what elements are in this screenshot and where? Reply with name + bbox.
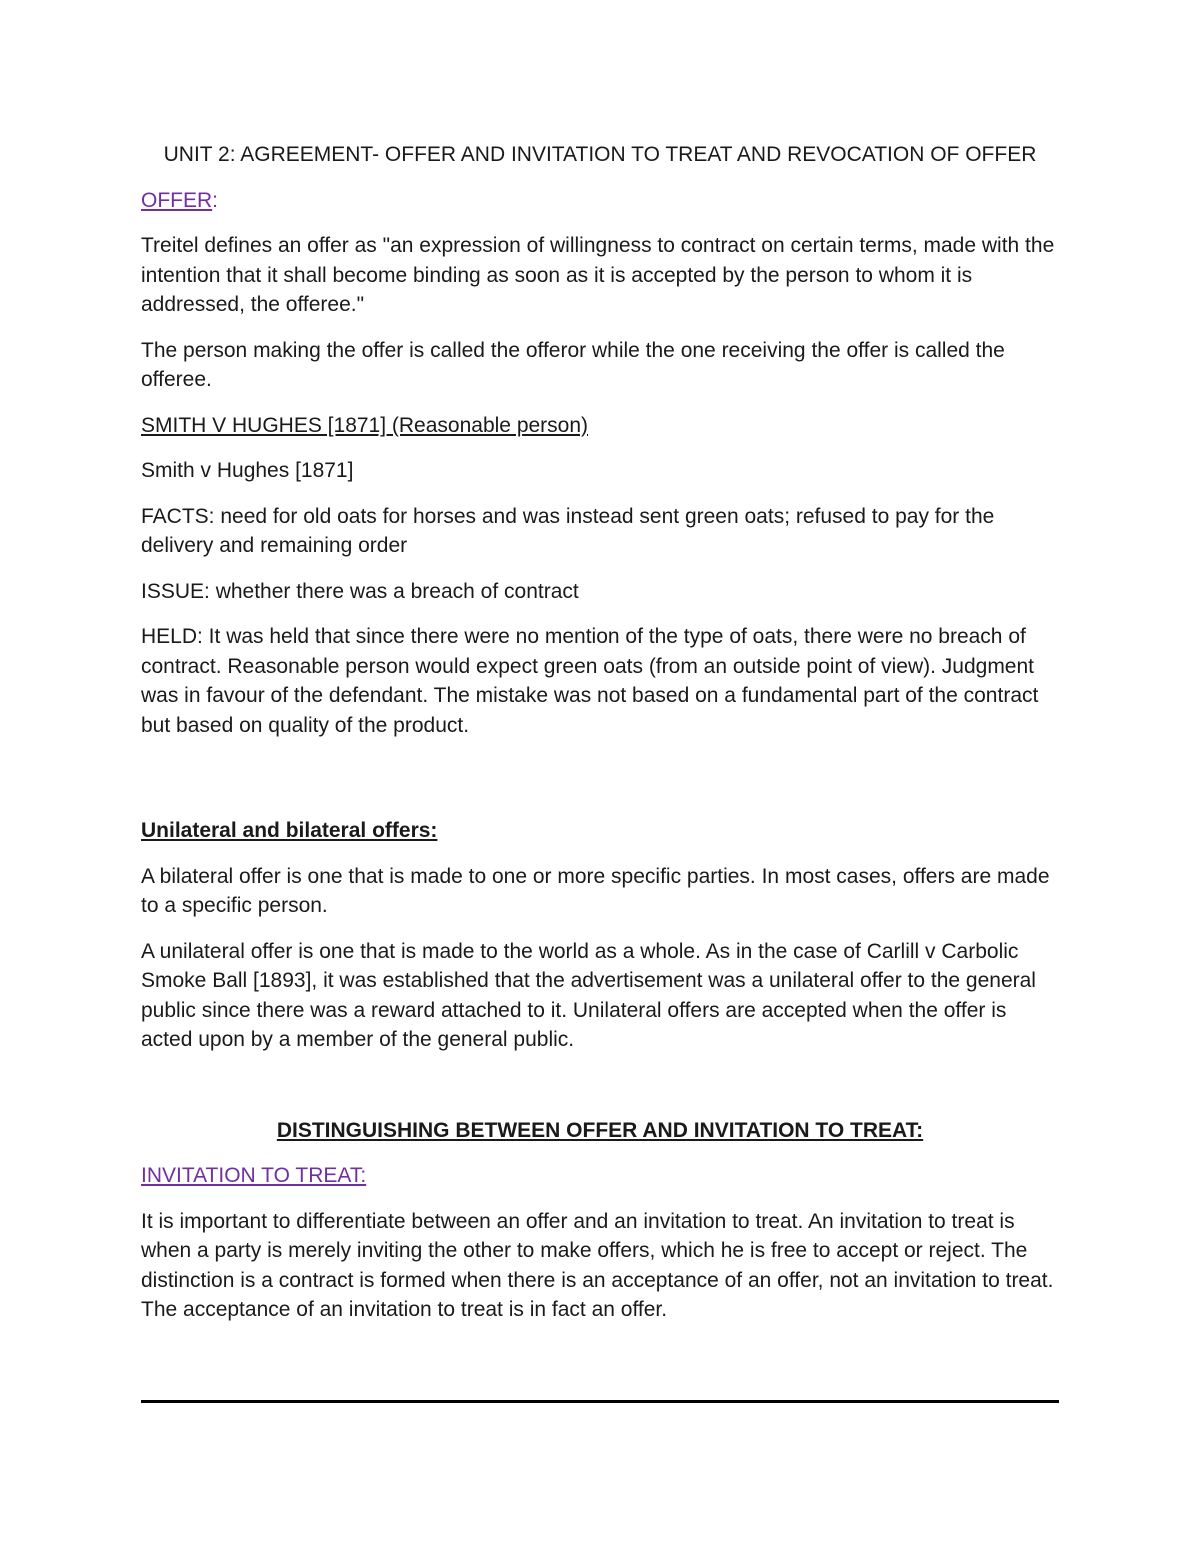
document-title: UNIT 2: AGREEMENT- OFFER AND INVITATION TO TREAT AND REVOCATION OF OFFER <box>163 143 1037 166</box>
case-held: HELD: It was held that since there were no mention of the type of oats, there were no breach of contract. Reasonable person would expect green oats (from an outside point of view). Judgment was in favour of the defendant. The mistake was not based on a fundamental part of the contract but based on quality of the product. <box>141 625 1039 737</box>
distinguishing-heading: DISTINGUISHING BETWEEN OFFER AND INVITATION TO TREAT: <box>276 1118 924 1142</box>
invitation-to-treat-heading <box>141 1161 1059 1191</box>
spacer <box>141 756 1059 816</box>
case-issue: ISSUE: whether there was a breach of contract <box>141 579 579 603</box>
horizontal-rule <box>141 1400 1059 1403</box>
spacer <box>141 1071 1059 1116</box>
offer-heading-colon: : <box>212 188 219 212</box>
offer-heading-text: OFFER <box>141 188 213 212</box>
unilateral-bilateral-heading: Unilateral and bilateral offers: <box>141 819 438 842</box>
offeror-offeree-paragraph: The person making the offer is called the offeror while the one receiving the offer is called the offeree. <box>141 338 1005 391</box>
document-body <box>141 140 1059 1341</box>
unilateral-offer-paragraph: A unilateral offer is one that is made to the world as a whole. As in the case of Carlill v Carbolic Smoke Ball [1893], it was established that the advertisement was a unilateral offer to the general public since there was a reward attached to it. Unilateral offers are accepted when the offer is acted upon by a member of the general public. <box>141 939 1036 1051</box>
treitel-definition: Treitel defines an offer as "an expression of willingness to contract on certain terms, made with the intention that it shall become binding as soon as it is accepted by the person to whom it is addressed, the offeree." <box>141 234 1055 316</box>
bilateral-offer-paragraph: A bilateral offer is one that is made to one or more specific parties. In most cases, offers are made to a specific person. <box>141 864 1050 917</box>
offer-heading <box>141 186 1059 216</box>
invitation-to-treat-paragraph: It is important to differentiate between an offer and an invitation to treat. An invitation to treat is when a party is merely inviting the other to make offers, which he is free to accept or reject. The distinction is a contract is formed when there is an acceptance of an offer, not an invitation to treat. The acceptance of an invitation to treat is in fact an offer. <box>141 1209 1054 1321</box>
case-heading: SMITH V HUGHES [1871] (Reasonable person) <box>141 413 589 437</box>
case-name: Smith v Hughes [1871] <box>141 459 354 482</box>
invitation-to-treat-heading-text: INVITATION TO TREAT: <box>141 1164 367 1187</box>
case-facts: FACTS: need for old oats for horses and was instead sent green oats; refused to pay for the delivery and remaining order <box>141 504 995 557</box>
